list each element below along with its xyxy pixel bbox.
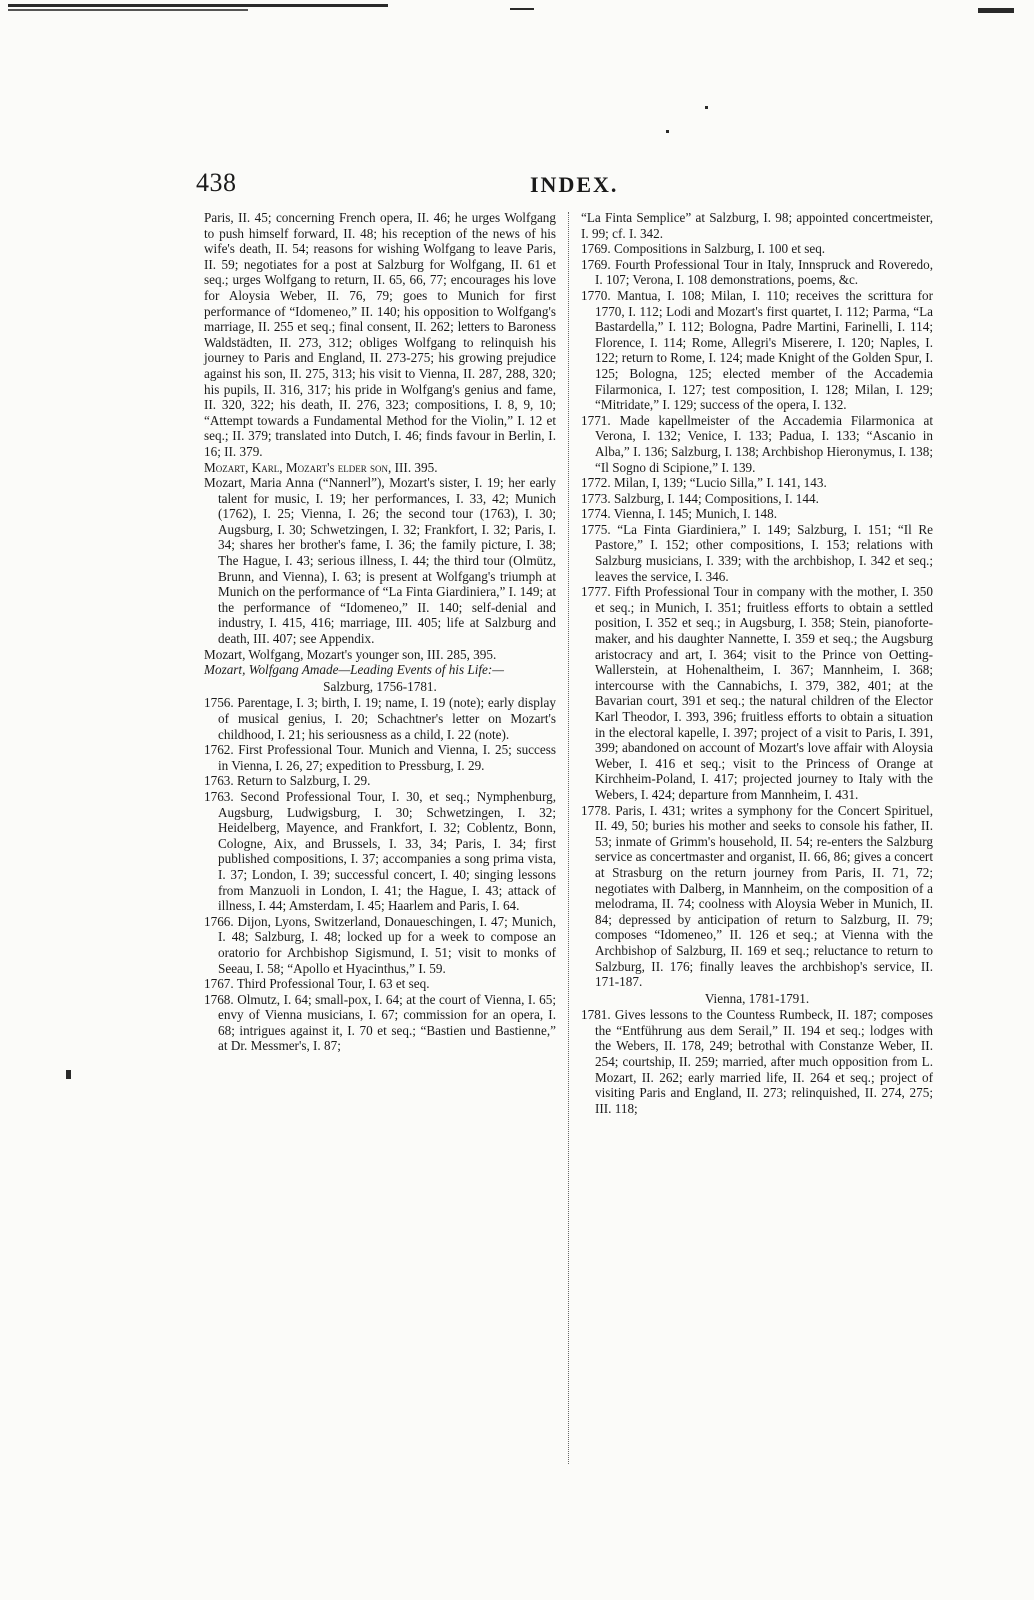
column-divider [568,212,569,1464]
index-entry: 1771. Made kapellmeister of the Accademia Filarmonica at Verona, I. 132; Venice, I. 133; Padua, I. 133; “Ascanio in Alba,” I. 136; Salzburg, I. 138; Archbishop Hieronymus, I. 138; “Il Sogno di Scipione,” I. 139. [581,412,933,475]
running-head: INDEX. [530,172,619,197]
index-page [196,168,958,1470]
index-entry: 1769. Compositions in Salzburg, I. 100 et seq. [581,241,826,257]
scan-artifact-top-left-2 [8,9,248,11]
index-entry: 1769. Fourth Professional Tour in Italy, Innspruck and Roveredo, I. 107; Verona, I. 108 demonstrations, poems, &c. [581,256,933,288]
index-entry: 1766. Dijon, Lyons, Switzerland, Donaueschingen, I. 47; Munich, I. 48; Salzburg, I. 48; locked up for a week to compose an oratorio for Archbishop Sigismund, I. 51; visit to monks of Seeau, I. 58; “Apollo et Hyacinthus,” I. 59. [204,913,556,976]
index-entry: Paris, II. 45; concerning French opera, II. 46; he urges Wolfgang to push himself forward, II. 48; his reception of the news of his wife's death, II. 54; reasons for wishing Wolfgang to leave Paris, II. 59; negotiates for a post at Salzburg for Wolfgang, II. 61 et seq.; urges Wolfgang to return, II. 65, 66, 77; encourages his love for Aloysia Weber, II. 76, 79; goes to Munich for first performance of “Idomeneo,” II. 140; his opposition to Wolfgang's marriage, II. 255 et seq.; final consent, II. 262; letters to Baroness Waldstädten, II. 273, 312; obliges Wolfgang to relinquish his journey to Paris and England, II. 273-275; his growing prejudice against his son, II. 275, 313; his visit to Vienna, II. 287, 288, 320; his pupils, II. 316, 317; his pride in Wolfgang's genius and fame, II. 320, 322; his death, II. 276, 323; compositions, I. 8, 9, 10; “Attempt towards a Fundamental Method for the Violin,” I. 12 et seq.; II. 379; translated into Dutch, I. 46; finds favour in Berlin, I. 16; II. 379. [204,210,556,459]
index-entry: 1770. Mantua, I. 108; Milan, I. 110; receives the scrittura for 1770, I. 112; Lodi and Mozart's first quartet, I. 112; Parma, “La Bastardella,” I. 112; Bologna, Padre Martini, Farinelli, I. 114; Florence, I. 114; Rome, Allegri's Miserere, I. 120; Naples, I. 122; return to Rome, I. 124; made Knight of the Golden Spur, I. 125; Bologna, 125; elected member of the Accademia Filarmonica, I. 127; test composition, I. 128; Milan, I. 129; “Mitridate,” I. 129; success of the opera, I. 132. [581,287,933,413]
index-entry: 1778. Paris, I. 431; writes a symphony for the Concert Spirituel, II. 49, 50; buries his mother and seeks to console his father, II. 53; inmate of Grimm's household, II. 54; re-enters the Salzburg service as concertmaster and organist, II. 66, 86; gives a concert at Strasburg on the return journey from Paris, II. 71, 72; negotiates with Dalberg, in Mannheim, on the composition of a melodrama, II. 74; coolness with Aloysia Weber in Munich, II. 84; depressed by anticipation of return to Salzburg, II. 79; composes “Idomeneo,” II. 126 et seq.; at Vienna with the Archbishop of Salzburg, II. 169 et seq.; reluctance to return to Salzburg, II. 176; finally leaves the archbishop's service, II. 171-187. [581,802,933,990]
index-entry: 1781. Gives lessons to the Countess Rumbeck, II. 187; composes the “Entführung aus dem Serail,” II. 194 et seq.; lodges with the Webers, II. 178, 249; betrothal with Constanze Weber, II. 254; courtship, II. 259; married, after much opposition from L. Mozart, II. 262; early married life, II. 264 et seq.; project of visiting Paris and England, II. 273; relinquished, II. 274, 275; III. 118; [581,1007,933,1116]
left-column [204,210,556,1054]
scan-artifact-top-left [8,4,388,7]
index-entry: 1756. Parentage, I. 3; birth, I. 19; name, I. 19 (note); early display of musical genius, I. 20; Schachtner's letter on Mozart's childhood, I. 21; his seriousness as a child, I. 22 (note). [204,695,556,742]
page-number: 438 [196,168,237,197]
scan-speck-3 [66,1070,71,1079]
period-subheading: Salzburg, 1756-1781. [323,678,437,694]
scan-speck-1 [705,106,708,109]
index-entry: 1774. Vienna, I. 145; Munich, I. 148. [581,506,778,522]
index-entry: “La Finta Semplice” at Salzburg, I. 98; appointed concertmeister, I. 99; cf. I. 342. [581,210,933,241]
index-entry: 1762. First Professional Tour. Munich and Vienna, I. 25; success in Vienna, I. 26, 27; expedition to Pressburg, I. 29. [204,742,556,773]
index-entry: 1773. Salzburg, I. 144; Compositions, I. 144. [581,490,819,506]
right-column [581,210,933,1116]
index-entry: 1768. Olmutz, I. 64; small-pox, I. 64; at the court of Vienna, I. 65; envy of Vienna musicians, I. 67; commission for an opera, I. 68; intrigues against it, I. 70 et seq.; “Bastien und Bastienne,” at Dr. Messmer's, I. 87; [204,991,556,1054]
index-entry: Mozart, Wolfgang, Mozart's younger son, III. 285, 395. [204,646,497,662]
scan-speck-2 [666,130,669,133]
scan-artifact-top-center [510,8,534,10]
index-entry: 1772. Milan, I, 139; “Lucio Silla,” I. 141, 143. [581,475,827,491]
index-entry: 1767. Third Professional Tour, I. 63 et seq. [204,976,430,992]
index-heading: Mozart, Wolfgang Amade—Leading Events of his Life:— [204,662,505,678]
index-entry: 1775. “La Finta Giardiniera,” I. 149; Salzburg, I. 151; “Il Re Pastore,” I. 152; other compositions, I. 153; relations with Salzburg musicians, I. 339; with the archbishop, I. 342 et seq.; leaves the service, I. 346. [581,521,933,584]
index-entry: 1763. Second Professional Tour, I. 30, et seq.; Nymphenburg, Augsburg, Ludwigsburg, I. 30; Schwetzingen, I. 32; Heidelberg, Mayence, and Frankfort, I. 32; Coblentz, Bonn, Cologne, Aix, and Brussels, I. 33, 34; Paris, I. 34; first published compositions, I. 37; accompanies a song prima vista, I. 37; London, I. 39; successful concert, I. 40; singing lessons from Manzuoli in London, I. 41; the Hague, I. 43; attack of illness, I. 44; Amsterdam, I. 45; Haarlem and Paris, I. 64. [204,788,556,914]
index-entry: 1763. Return to Salzburg, I. 29. [204,773,371,789]
page-header [196,168,958,208]
period-subheading: Vienna, 1781-1791. [704,990,810,1006]
index-entry: 1777. Fifth Professional Tour in company with the mother, I. 350 et seq.; in Munich, I. 351; fruitless efforts to obtain a settled position, I. 352 et seq.; in Augsburg, I. 358; Stein, pianoforte-maker, and his daughter Nannette, I. 359 et seq.; the Augsburg aristocracy and art, I. 364; visit to the Prince von Oetting-Wallerstein, at Hohenaltheim, I. 367; Mannheim, I. 368; intercourse with the Cannabichs, I. 379, 382, 401; at the Bavarian court, 391 et seq.; the natural children of the Elector Karl Theodor, I. 393, 396; fruitless efforts to obtain a situation in the electoral kapelle, I. 397; project of a visit to Paris, I. 391, 399; abandoned on account of Mozart's love affair with Aloysia Weber, I. 416 et seq.; visit to the Princess of Orange at Kirchheim-Poland, I. 417; projected journey to Italy with the Webers, I. 424; departure from Mannheim, I. 431. [581,584,933,802]
index-entry: Mozart, Maria Anna (“Nannerl”), Mozart's sister, I. 19; her early talent for music, I. 19; her performances, I. 33, 42; Munich (1762), I. 25; Vienna, I. 26; the second tour (1763), I. 30; Augsburg, I. 30; Schwetzingen, I. 32; Frankfort, I. 32; Paris, I. 34; shares her brother's fame, I. 36; the family picture, I. 38; The Hague, I. 43; serious illness, I. 44; the third tour (Olmütz, Brunn, and Vienna), I. 63; is present at Wolfgang's triumph at Munich on the performance of “La Finta Giardiniera,” I. 149; at the performance of “Idomeneo,” II. 140; self-denial and industry, I. 415, 416; marriage, III. 405; life at Salzburg and death, III. 407; see Appendix. [204,475,556,647]
index-columns [196,210,958,1470]
index-entry: Mozart, Karl, Mozart's elder son, III. 395. [204,459,438,475]
scan-artifact-top-right [978,8,1014,13]
